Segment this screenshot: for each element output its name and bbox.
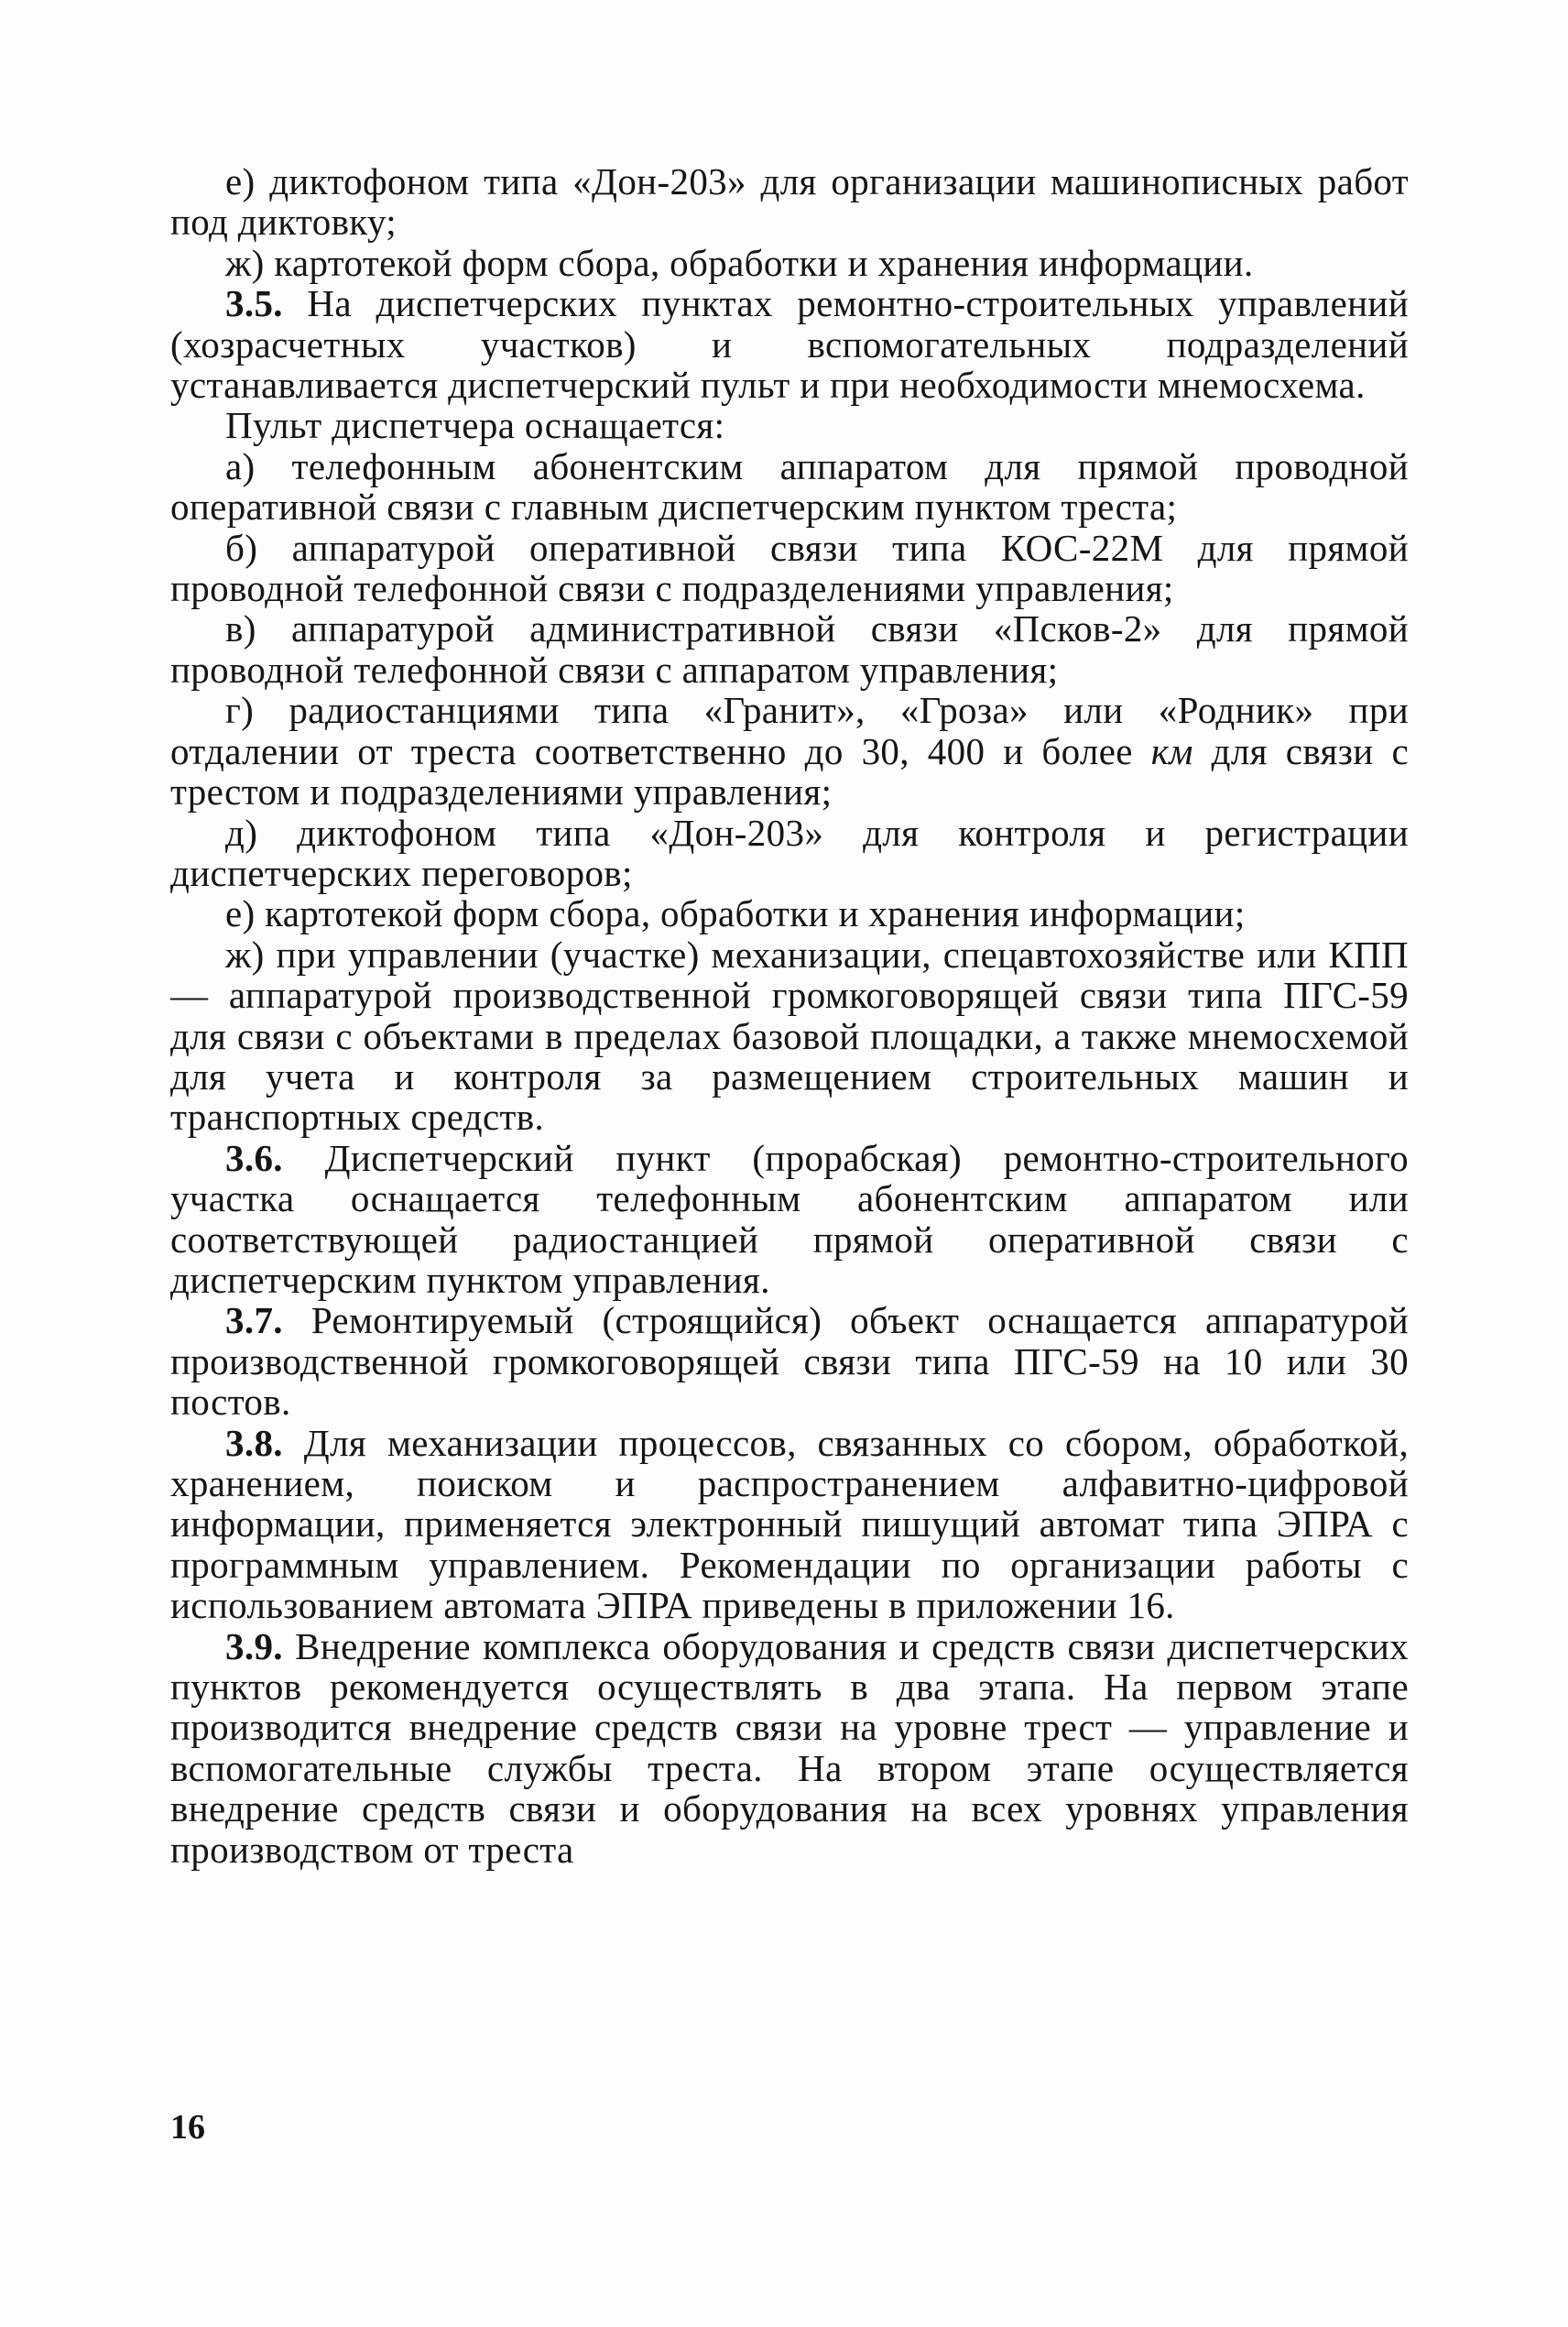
paragraph-3-8: 3.8. Для механизации процессов, связанных со сбором, обработкой, хранением, поиском и распространением алфавитно-цифровой информации, применяется электронный пишущий автомат типа ЭПРА с программным управлением. Рекомендации по организации работы с использованием автомата ЭПРА приведены в приложении 16. bbox=[170, 1421, 1409, 1627]
paragraph-g-radio: г) радиостанциями типа «Гранит», «Гроза» или «Родник» при отдалении от треста соответственно до 30, 400 и более км для связи с трестом и подразделениями управления; bbox=[170, 689, 1409, 814]
paragraph-3-9: 3.9. Внедрение комплекса оборудования и средств связи диспетчерских пунктов рекомендуется осуществлять в два этапа. На первом этапе производится внедрение средств связи на уровне трест — управление и вспомогательные службы треста. На втором этапе осуществляется внедрение средств связи и оборудования на всех уровнях управления производством от треста bbox=[170, 1624, 1409, 1871]
clause-number: 3.7. bbox=[225, 1299, 283, 1342]
body-text bbox=[170, 161, 1409, 1870]
paragraph-b-kos: б) аппаратурой оперативной связи типа КОС-22М для прямой проводной телефонной связи с подразделениями управления; bbox=[170, 526, 1409, 610]
paragraph-3-7: 3.7. Ремонтируемый (строящийся) объект оснащается аппаратурой производственной громкоговорящей связи типа ПГС-59 на 10 или 30 постов. bbox=[170, 1299, 1409, 1424]
paragraph-e-card-index: е) картотекой форм сбора, обработки и хранения информации; bbox=[225, 892, 1246, 935]
paragraph-3-6: 3.6. Диспетчерский пункт (прорабская) ремонтно-строительного участка оснащается телефонным абонентским аппаратом или соответствующей радиостанцией прямой оперативной связи с диспетчерским пунктом управления. bbox=[170, 1136, 1409, 1301]
clause-number: 3.9. bbox=[225, 1624, 283, 1667]
paragraph-v-pskov: в) аппаратурой административной связи «Псков-2» для прямой проводной телефонной связи с аппаратом управления; bbox=[170, 607, 1409, 691]
paragraph-3-5: 3.5. На диспетчерских пунктах ремонтно-строительных управлений (хозрасчетных участков) и вспомогательных подразделений устанавливается диспетчерский пульт и при необходимости мнемосхема. bbox=[170, 282, 1409, 407]
paragraph-zh-mechanization: ж) при управлении (участке) механизации, спецавтохозяйстве или КПП — аппаратурой производственной громкоговорящей связи типа ПГС-59 для связи с объектами в пределах базовой площадки, а также мнемосхемой для учета и контроля за размещением строительных машин и транспортных средств. bbox=[170, 933, 1409, 1139]
paragraph-console-intro: Пульт диспетчера оснащается: bbox=[225, 404, 725, 447]
clause-number: 3.6. bbox=[225, 1136, 283, 1179]
paragraph-a-telephone: а) телефонным абонентским аппаратом для прямой проводной оперативной связи с главным диспетчерским пунктом треста; bbox=[170, 444, 1409, 529]
paragraph-d-dictaphone: д) диктофоном типа «Дон-203» для контроля и регистрации диспетчерских переговоров; bbox=[170, 811, 1409, 894]
paragraph-zh-card-index: ж) картотекой форм сбора, обработки и хранения информации. bbox=[225, 241, 1254, 284]
page-number: 16 bbox=[170, 2108, 205, 2147]
clause-number: 3.5. bbox=[225, 282, 283, 325]
unit-km: км bbox=[1150, 729, 1193, 772]
paragraph-e-dictaphone: е) диктофоном типа «Дон-203» для организации машинописных работ под диктовку; bbox=[170, 160, 1409, 244]
clause-number: 3.8. bbox=[225, 1421, 283, 1464]
